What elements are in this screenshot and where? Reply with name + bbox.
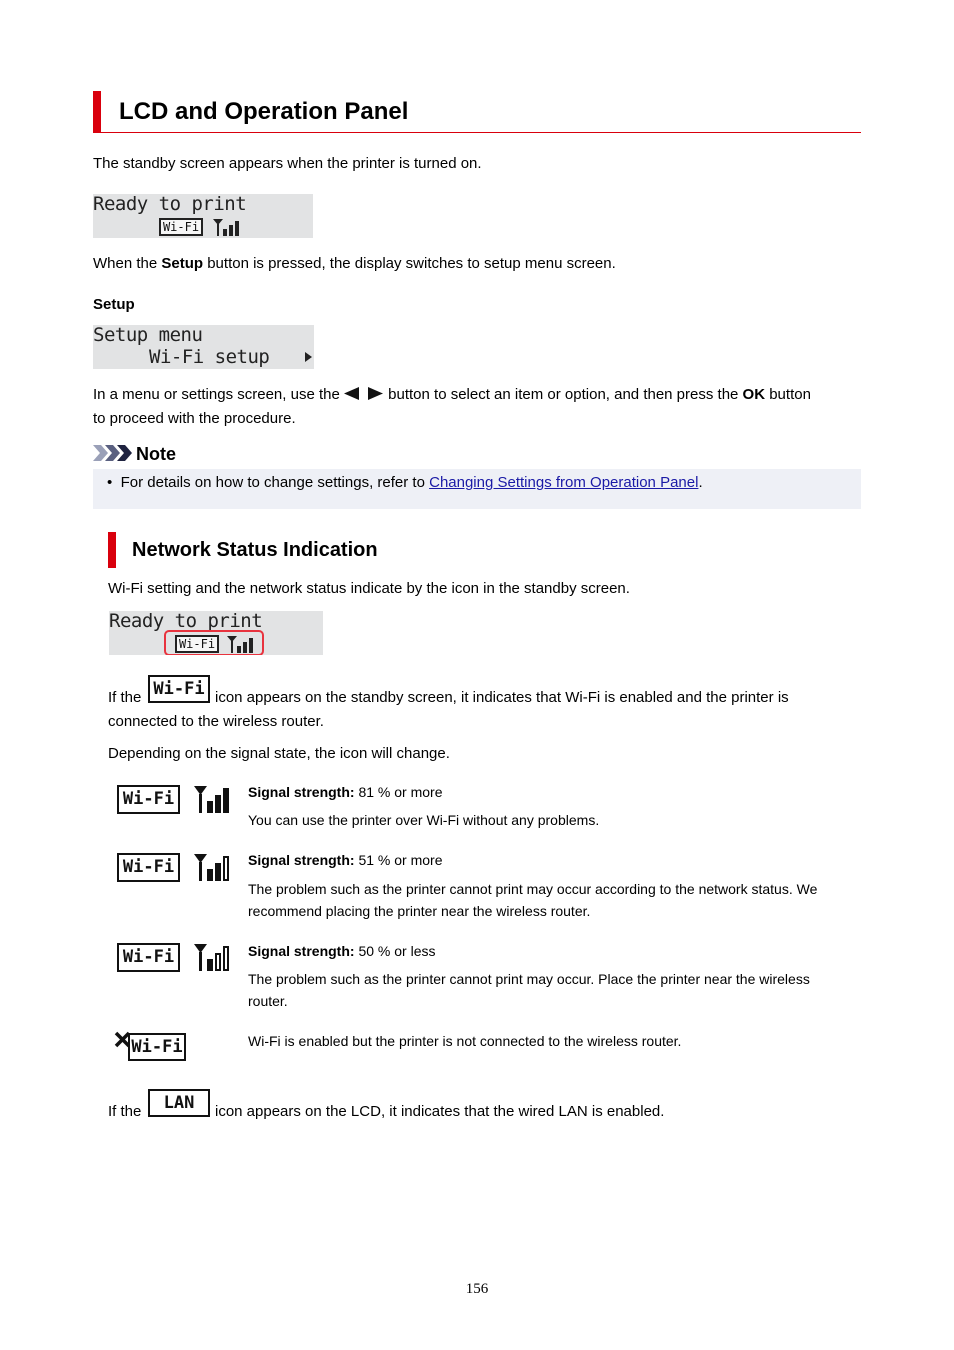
page-title: LCD and Operation Panel xyxy=(119,98,409,125)
menu-sentence-line2: to proceed with the procedure. xyxy=(93,410,296,427)
signal-strength-icon xyxy=(211,217,241,237)
lcd-line-2: Wi-Fi setup xyxy=(149,346,270,368)
wifi-icon: Wi-Fi xyxy=(148,675,210,703)
wifi-icon: Wi-Fi xyxy=(117,785,180,814)
signal-row-1-desc: You can use the printer over Wi-Fi without any problems. xyxy=(248,812,600,828)
note-title: Note xyxy=(136,444,176,464)
lcd-line-1: Ready to print xyxy=(93,194,247,215)
signal-full-icon xyxy=(193,785,235,815)
signal-row-2-desc: The problem such as the printer cannot print may occur according to the network status. We xyxy=(248,881,818,897)
wifi-icon: Wi-Fi xyxy=(117,853,180,882)
note-chevrons-icon xyxy=(93,444,133,462)
subheading-accent-bar xyxy=(108,532,116,568)
signal-row-3: Signal strength: 50 % or less xyxy=(248,943,436,959)
lcd-line-1: Ready to print xyxy=(109,611,263,632)
lcd-standby-screen xyxy=(93,194,313,238)
wifi-badge: Wi-Fi xyxy=(159,218,203,236)
wifi-icon: Wi-Fi xyxy=(117,943,180,972)
wifi-badge: Wi-Fi xyxy=(175,635,219,653)
lcd-setup-screen xyxy=(93,325,314,369)
wifi-sentence-start: If the xyxy=(108,689,142,706)
depending-text: Depending on the signal state, the icon will change. xyxy=(108,745,450,762)
note-box xyxy=(93,469,861,509)
changing-settings-link[interactable]: Changing Settings from Operation Panel xyxy=(429,474,699,491)
section-title: Network Status Indication xyxy=(132,539,378,561)
intro-text: The standby screen appears when the printer is turned on. xyxy=(93,155,482,172)
setup-bold: Setup xyxy=(161,255,204,272)
heading-accent-bar xyxy=(93,91,101,133)
lcd-network-screen xyxy=(109,611,323,655)
lan-sentence-start: If the xyxy=(108,1103,142,1120)
signal-row-2-desc2: recommend placing the printer near the wireless router. xyxy=(248,903,591,919)
network-intro: Wi-Fi setting and the network status indicate by the icon in the standby screen. xyxy=(108,580,630,597)
wifi-sentence: icon appears on the standby screen, it indicates that Wi-Fi is enabled and the printer is xyxy=(215,689,789,706)
wifi-disconnected-icon: Wi-Fi xyxy=(128,1033,186,1061)
wifi-sentence-line2: connected to the wireless router. xyxy=(108,713,324,730)
signal-row-1: Signal strength: 81 % or more xyxy=(248,784,443,800)
signal-low-icon xyxy=(193,943,235,973)
signal-row-3-desc2: router. xyxy=(248,993,288,1009)
menu-sentence: In a menu or settings screen, use the button to select an item or option, and then press the OK button xyxy=(93,386,811,403)
left-right-arrows-icon xyxy=(344,387,384,400)
signal-medium-icon xyxy=(193,853,235,883)
lcd-line-1: Setup menu xyxy=(93,325,203,346)
highlight-frame xyxy=(164,630,264,655)
lan-icon: LAN xyxy=(148,1089,210,1117)
setup-sentence: When the Setup button is pressed, the display switches to setup menu screen. xyxy=(93,255,616,272)
right-arrow-icon xyxy=(303,350,313,364)
signal-row-2: Signal strength: 51 % or more xyxy=(248,852,443,868)
setup-label: Setup xyxy=(93,296,135,313)
signal-row-3-desc: The problem such as the printer cannot print may occur. Place the printer near the wireless xyxy=(248,971,810,987)
page-number: 156 xyxy=(465,1281,489,1297)
disconnected-desc: Wi-Fi is enabled but the printer is not connected to the wireless router. xyxy=(248,1033,682,1049)
heading-underline xyxy=(101,132,861,133)
lan-sentence: icon appears on the LCD, it indicates that the wired LAN is enabled. xyxy=(215,1103,665,1120)
note-item: • For details on how to change settings, refer to Changing Settings from Operation Panel. xyxy=(107,474,703,491)
